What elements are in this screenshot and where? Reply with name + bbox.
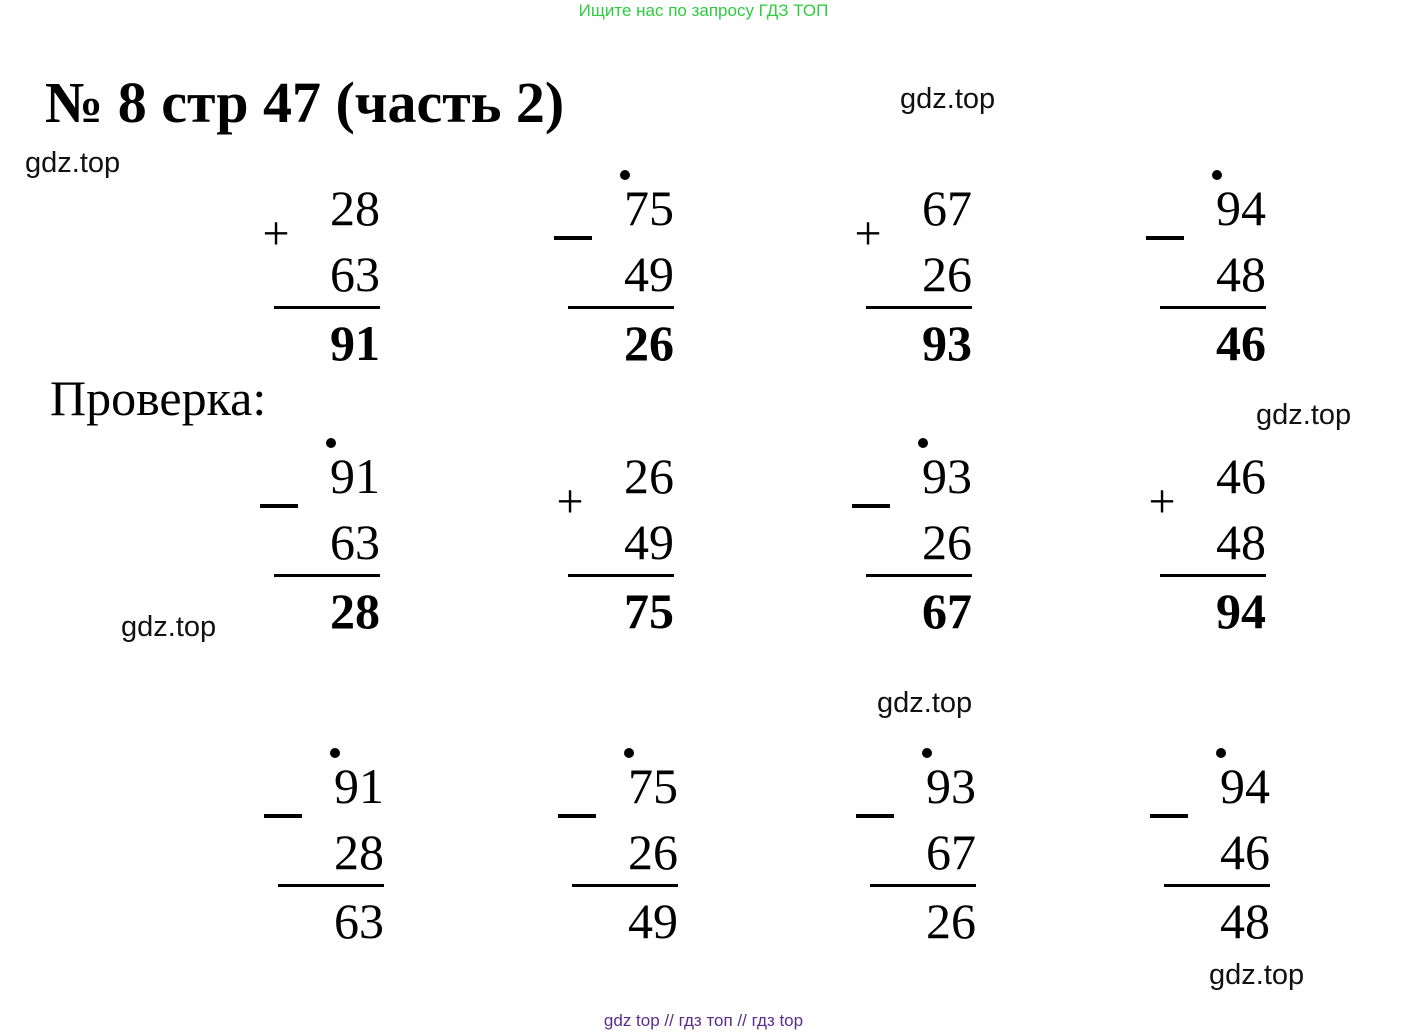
watermark: gdz.top	[25, 147, 121, 179]
result-value: 63	[334, 893, 384, 949]
minus-sign	[260, 504, 298, 508]
result-value: 93	[922, 315, 972, 371]
first-operand: 91	[330, 448, 380, 504]
borrow-dot	[624, 748, 634, 758]
result-line	[274, 574, 380, 577]
second-operand: 26	[922, 246, 972, 302]
watermark: gdz.top	[121, 611, 217, 643]
watermark: gdz.top	[877, 687, 973, 719]
second-operand: 48	[1216, 246, 1266, 302]
borrow-dot	[326, 438, 336, 448]
second-operand: 28	[334, 824, 384, 880]
second-operand: 49	[624, 514, 674, 570]
result-value: 75	[624, 583, 674, 639]
result-line	[1164, 884, 1270, 887]
result-line	[572, 884, 678, 887]
borrow-dot	[330, 748, 340, 758]
plus-sign: +	[1148, 475, 1176, 528]
column-problem	[498, 758, 678, 968]
column-problem	[1090, 758, 1270, 968]
result-line	[866, 306, 972, 309]
minus-sign	[1146, 236, 1184, 240]
result-value: 49	[628, 893, 678, 949]
result-value: 91	[330, 315, 380, 371]
column-problem	[200, 448, 380, 658]
second-operand: 26	[628, 824, 678, 880]
page-title: № 8 стр 47 (часть 2)	[45, 70, 565, 135]
watermark: gdz.top	[1256, 399, 1352, 431]
result-value: 46	[1216, 315, 1266, 371]
minus-sign	[558, 814, 596, 818]
borrow-dot	[1216, 748, 1226, 758]
result-line	[870, 884, 976, 887]
minus-sign	[264, 814, 302, 818]
column-problem	[1086, 180, 1266, 390]
first-operand: 67	[922, 180, 972, 236]
second-operand: 48	[1216, 514, 1266, 570]
result-value: 48	[1220, 893, 1270, 949]
footer-links: gdz top // гдз топ // гдз top	[603, 1011, 804, 1030]
result-line	[1160, 574, 1266, 577]
borrow-dot	[918, 438, 928, 448]
search-banner: Ищите нас по запросу ГДЗ ТОП	[578, 1, 829, 20]
check-label: Проверка:	[50, 370, 267, 426]
second-operand: 67	[926, 824, 976, 880]
plus-sign: +	[854, 207, 882, 260]
watermark: gdz.top	[1209, 959, 1305, 991]
result-value: 67	[922, 583, 972, 639]
first-operand: 91	[334, 758, 384, 814]
column-problem	[792, 448, 972, 658]
second-operand: 63	[330, 246, 380, 302]
result-line	[1160, 306, 1266, 309]
result-line	[866, 574, 972, 577]
plus-sign: +	[556, 475, 584, 528]
plus-sign: +	[262, 207, 290, 260]
first-operand: 94	[1216, 180, 1266, 236]
minus-sign	[1150, 814, 1188, 818]
first-operand: 75	[628, 758, 678, 814]
first-operand: 28	[330, 180, 380, 236]
first-operand: 93	[922, 448, 972, 504]
result-value: 28	[330, 583, 380, 639]
result-line	[568, 306, 674, 309]
second-operand: 26	[922, 514, 972, 570]
minus-sign	[852, 504, 890, 508]
first-operand: 93	[926, 758, 976, 814]
column-problem	[792, 180, 972, 390]
borrow-dot	[620, 170, 630, 180]
second-operand: 63	[330, 514, 380, 570]
column-problem	[204, 758, 384, 968]
borrow-dot	[922, 748, 932, 758]
result-line	[568, 574, 674, 577]
first-operand: 94	[1220, 758, 1270, 814]
minus-sign	[856, 814, 894, 818]
second-operand: 46	[1220, 824, 1270, 880]
result-value: 26	[624, 315, 674, 371]
result-value: 26	[926, 893, 976, 949]
result-value: 94	[1216, 583, 1266, 639]
first-operand: 26	[624, 448, 674, 504]
minus-sign	[554, 236, 592, 240]
borrow-dot	[1212, 170, 1222, 180]
second-operand: 49	[624, 246, 674, 302]
column-problem	[494, 180, 674, 390]
watermark: gdz.top	[900, 83, 996, 115]
result-line	[274, 306, 380, 309]
column-problem	[200, 180, 380, 390]
first-operand: 46	[1216, 448, 1266, 504]
column-problem	[1086, 448, 1266, 658]
result-line	[278, 884, 384, 887]
column-problem	[796, 758, 976, 968]
column-problem	[494, 448, 674, 658]
first-operand: 75	[624, 180, 674, 236]
